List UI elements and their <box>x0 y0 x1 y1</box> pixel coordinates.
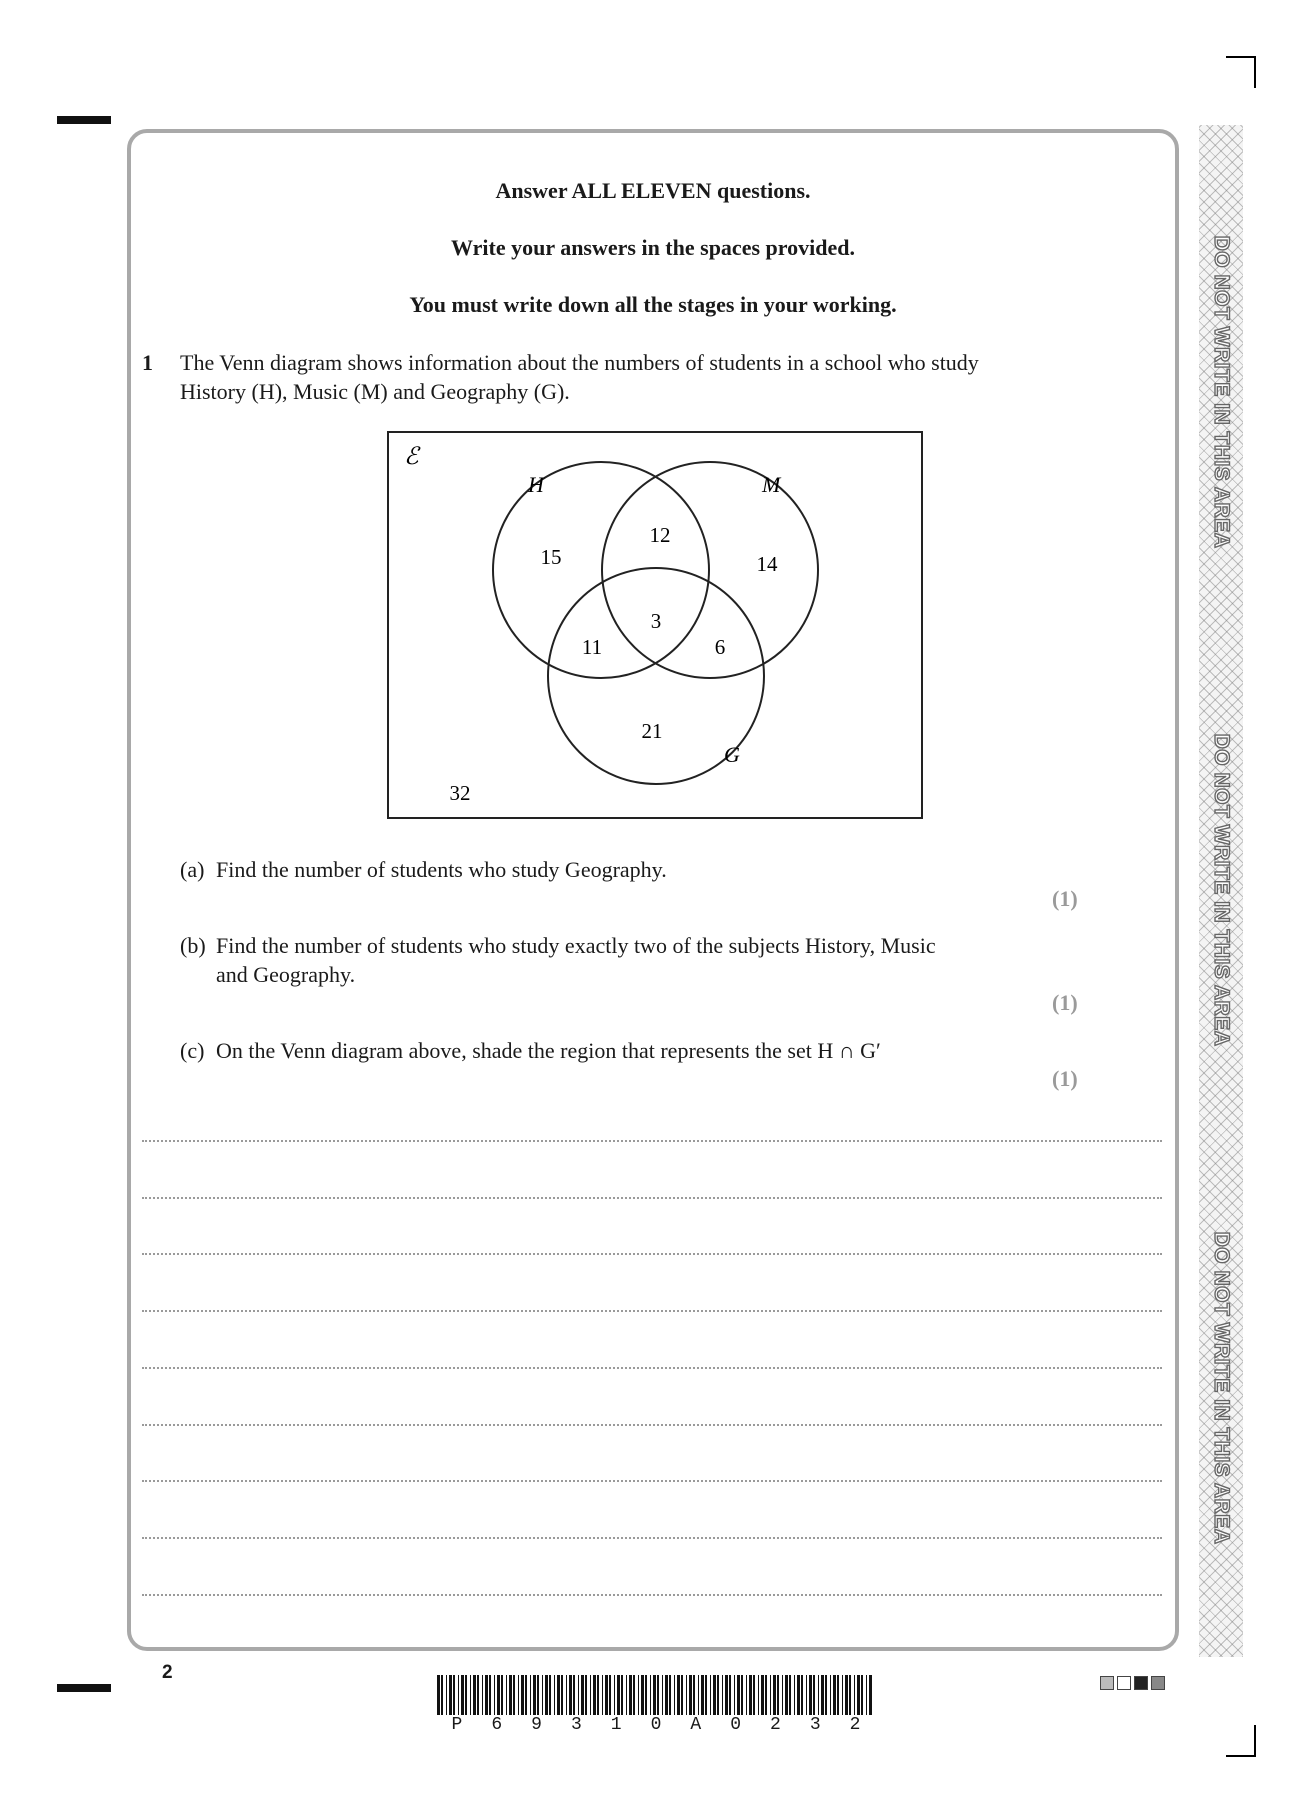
barcode-bar <box>785 1675 788 1715</box>
barcode-bar <box>782 1675 783 1715</box>
part-b-mark: (1) <box>1052 990 1078 1015</box>
barcode-bar <box>614 1675 615 1715</box>
barcode-bar <box>509 1675 512 1715</box>
region-g-only: 21 <box>641 719 663 743</box>
barcode-bar <box>477 1675 479 1715</box>
barcode-bar <box>765 1675 767 1715</box>
barcode-bar <box>842 1675 843 1715</box>
barcode-bar <box>674 1675 675 1715</box>
barcode-bar <box>705 1675 707 1715</box>
instruction-answer-all: Answer ALL ELEVEN questions. <box>495 178 811 203</box>
answer-line[interactable] <box>142 1367 1162 1369</box>
crop-mark-bottom-right-horizontal <box>1226 1755 1256 1757</box>
barcode-bar <box>629 1675 632 1715</box>
label-m: M <box>762 472 781 497</box>
barcode-bar <box>650 1675 651 1715</box>
barcode-bar <box>681 1675 683 1715</box>
barcode-bar <box>446 1675 447 1715</box>
region-h-only: 15 <box>540 545 562 569</box>
barcode-bar <box>677 1675 680 1715</box>
barcode-bar <box>473 1675 476 1715</box>
question-text-line-2: History (H), Music (M) and Geography (G). <box>180 379 570 404</box>
barcode-bar <box>545 1675 548 1715</box>
crop-mark-bottom-right-vertical <box>1254 1725 1256 1757</box>
crop-mark-top-right-vertical <box>1254 56 1256 88</box>
barcode-bar <box>554 1675 555 1715</box>
barcode-bar <box>789 1675 791 1715</box>
barcode-bar <box>542 1675 543 1715</box>
barcode-bar <box>665 1675 668 1715</box>
barcode-bar <box>638 1675 639 1715</box>
question-text <box>180 348 1080 406</box>
barcode-char: 2 <box>849 1715 861 1735</box>
barcode-bar <box>585 1675 587 1715</box>
page-number: 2 <box>162 1662 173 1683</box>
barcode-bar <box>734 1675 735 1715</box>
barcode-bar <box>494 1675 495 1715</box>
crop-mark-top-right-horizontal <box>1226 56 1256 58</box>
barcode-bar <box>482 1675 483 1715</box>
barcode-bar <box>437 1675 440 1715</box>
barcode-char: 0 <box>730 1715 741 1735</box>
barcode-bar <box>773 1675 776 1715</box>
universal-symbol: ℰ <box>404 444 419 470</box>
barcode-bar <box>533 1675 536 1715</box>
barcode-bar <box>710 1675 711 1715</box>
barcode-bar <box>581 1675 584 1715</box>
answer-line[interactable] <box>142 1140 1162 1142</box>
barcode-bar <box>809 1675 812 1715</box>
barcode-bar <box>869 1675 872 1715</box>
barcode-bar <box>806 1675 807 1715</box>
barcode-char: 0 <box>650 1715 662 1735</box>
venn-diagram <box>386 430 926 820</box>
barcode-bar <box>693 1675 695 1715</box>
barcode-bar <box>830 1675 831 1715</box>
barcode-bar <box>470 1675 471 1715</box>
barcode-char: 3 <box>809 1715 821 1735</box>
barcode-bar <box>777 1675 779 1715</box>
barcode-bar <box>506 1675 507 1715</box>
region-all-three: 3 <box>650 609 662 633</box>
barcode-bar <box>617 1675 620 1715</box>
barcode-bar <box>641 1675 644 1715</box>
barcode-bar <box>801 1675 803 1715</box>
barcode-bar <box>501 1675 503 1715</box>
answer-line[interactable] <box>142 1594 1162 1596</box>
barcode-bar <box>537 1675 539 1715</box>
barcode-bar <box>605 1675 608 1715</box>
barcode-bar <box>854 1675 855 1715</box>
barcode-char: 1 <box>610 1715 622 1735</box>
answer-line[interactable] <box>142 1310 1162 1312</box>
barcode-bar <box>669 1675 671 1715</box>
barcode-bar <box>461 1675 464 1715</box>
label-h: H <box>528 472 544 497</box>
barcode-bar <box>549 1675 551 1715</box>
part-a <box>180 855 1040 884</box>
barcode-bar <box>698 1675 699 1715</box>
barcode-bar <box>513 1675 515 1715</box>
label-g: G <box>724 742 740 767</box>
part-a-text: Find the number of students who study Geography. <box>216 857 667 882</box>
barcode-bar <box>821 1675 824 1715</box>
side-warning-1: DO NOT WRITE IN THIS AREA <box>1210 235 1233 549</box>
answer-line[interactable] <box>142 1480 1162 1482</box>
barcode-bar <box>593 1675 596 1715</box>
barcode-bar <box>449 1675 452 1715</box>
barcode-bar <box>758 1675 759 1715</box>
barcode-bar <box>497 1675 500 1715</box>
barcode-bar <box>441 1675 443 1715</box>
barcode-bar <box>737 1675 740 1715</box>
barcode-bar <box>626 1675 627 1715</box>
instruction-write-spaces: Write your answers in the spaces provided. <box>451 235 855 260</box>
barcode-bar <box>566 1675 567 1715</box>
barcode-bar <box>797 1675 800 1715</box>
barcode-bar <box>845 1675 848 1715</box>
barcode-bar <box>701 1675 704 1715</box>
barcode-bar <box>590 1675 591 1715</box>
barcode-bar <box>717 1675 719 1715</box>
barcode-bar <box>725 1675 728 1715</box>
region-h-and-m-only: 12 <box>649 523 671 547</box>
barcode-bar <box>857 1675 860 1715</box>
barcode-bar <box>453 1675 455 1715</box>
barcode-text <box>437 1715 875 1735</box>
barcode-char: 6 <box>491 1715 503 1735</box>
barcode-bar <box>653 1675 656 1715</box>
answer-line[interactable] <box>142 1253 1162 1255</box>
barcode-bar <box>662 1675 663 1715</box>
instruction-show-working: You must write down all the stages in your working. <box>409 292 897 317</box>
part-a-label: (a) <box>180 857 205 882</box>
barcode-bar <box>861 1675 863 1715</box>
barcode-bar <box>713 1675 716 1715</box>
question-text-line-1: The Venn diagram shows information about the numbers of students in a school who study <box>180 350 979 375</box>
barcode-bar <box>525 1675 527 1715</box>
answer-line[interactable] <box>142 1197 1162 1199</box>
barcode-bar <box>557 1675 560 1715</box>
barcode-bar <box>849 1675 851 1715</box>
part-c-text: On the Venn diagram above, shade the region that represents the set H ∩ G′ <box>216 1038 881 1063</box>
barcode-bar <box>521 1675 524 1715</box>
answer-line[interactable] <box>142 1424 1162 1426</box>
barcode-bar <box>633 1675 635 1715</box>
part-c-label: (c) <box>180 1038 205 1063</box>
barcode-bar <box>794 1675 795 1715</box>
barcode-char: 3 <box>570 1715 582 1735</box>
barcode-bar <box>602 1675 603 1715</box>
region-outside: 32 <box>449 781 471 805</box>
barcode-bar <box>609 1675 611 1715</box>
barcode-bar <box>749 1675 752 1715</box>
page-marker-top <box>57 116 111 124</box>
barcode-bar <box>761 1675 764 1715</box>
barcode-bar <box>741 1675 743 1715</box>
barcode-bar <box>770 1675 771 1715</box>
part-b <box>180 931 1040 989</box>
barcode-bar <box>837 1675 839 1715</box>
barcode-bar <box>569 1675 572 1715</box>
barcode-char: 2 <box>770 1715 781 1735</box>
barcode-bar <box>573 1675 575 1715</box>
side-warning-2: DO NOT WRITE IN THIS AREA <box>1210 733 1233 1047</box>
region-h-and-g-only: 11 <box>581 635 603 659</box>
square-filled <box>1100 1676 1114 1690</box>
barcode-bar <box>530 1675 531 1715</box>
square-empty <box>1117 1676 1131 1690</box>
page-marker-bottom <box>57 1684 111 1692</box>
barcode-bar <box>833 1675 836 1715</box>
barcode-bar <box>645 1675 647 1715</box>
part-c-mark: (1) <box>1052 1066 1078 1091</box>
question-number: 1 <box>142 350 153 375</box>
region-m-only: 14 <box>756 552 778 576</box>
barcode-bar <box>729 1675 731 1715</box>
part-b-text-line-1: Find the number of students who study exactly two of the subjects History, Music <box>216 933 936 958</box>
barcode <box>437 1675 875 1715</box>
barcode-bar <box>489 1675 491 1715</box>
barcode-bar <box>597 1675 599 1715</box>
barcode-bar <box>813 1675 815 1715</box>
page-squares <box>1100 1676 1165 1690</box>
barcode-bar <box>818 1675 819 1715</box>
barcode-bar <box>621 1675 623 1715</box>
barcode-bar <box>866 1675 867 1715</box>
part-b-label: (b) <box>180 933 206 958</box>
part-b-text-line-2: and Geography. <box>216 962 356 987</box>
barcode-bar <box>465 1675 467 1715</box>
barcode-bar <box>689 1675 692 1715</box>
part-a-mark: (1) <box>1052 886 1078 911</box>
barcode-bar <box>657 1675 659 1715</box>
barcode-bar <box>561 1675 563 1715</box>
barcode-bar <box>458 1675 459 1715</box>
barcode-bar <box>485 1675 488 1715</box>
side-warning-3: DO NOT WRITE IN THIS AREA <box>1210 1231 1233 1545</box>
barcode-char: P <box>451 1715 463 1735</box>
barcode-bar <box>746 1675 747 1715</box>
barcode-bar <box>518 1675 519 1715</box>
part-c <box>180 1036 1040 1065</box>
answer-line[interactable] <box>142 1537 1162 1539</box>
square-filled <box>1134 1676 1148 1690</box>
barcode-char: A <box>690 1715 702 1735</box>
barcode-bar <box>825 1675 827 1715</box>
square-filled <box>1151 1676 1165 1690</box>
barcode-bar <box>686 1675 687 1715</box>
barcode-bar <box>578 1675 579 1715</box>
region-m-and-g-only: 6 <box>714 635 726 659</box>
barcode-char: 9 <box>531 1715 542 1735</box>
barcode-bar <box>722 1675 723 1715</box>
barcode-bar <box>753 1675 755 1715</box>
